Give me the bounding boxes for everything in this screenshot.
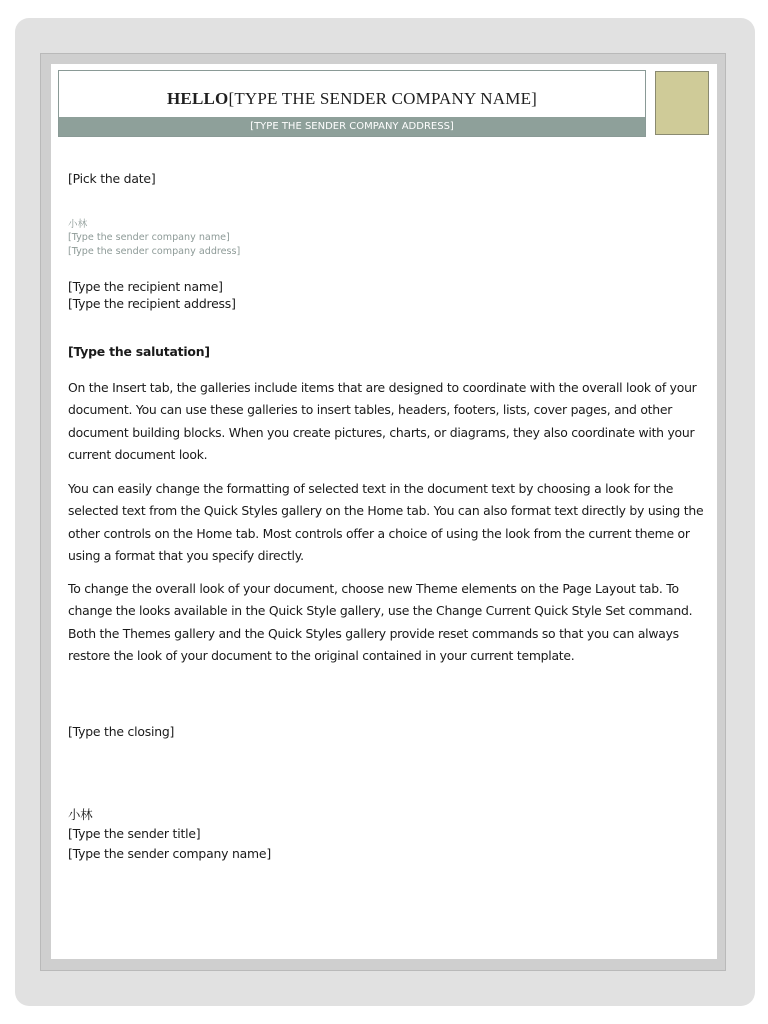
closing-placeholder[interactable]: [Type the closing]	[68, 724, 175, 739]
signature-name: 小林	[68, 807, 93, 822]
letterhead	[58, 70, 646, 137]
recipient-address-placeholder[interactable]: [Type the recipient address]	[68, 296, 236, 311]
sender-company-name-line[interactable]: [Type the sender company name]	[68, 232, 230, 243]
letter-page	[51, 64, 717, 959]
body-paragraph-2[interactable]: You can easily change the formatting of selected text in the document text by choosing a look for the selected text from the Quick Styles gallery on the Home tab. You can also format text directly by using the other controls on the Home tab. Most controls offer a choice of using the look from the current theme or using a format that you specify directly.	[68, 481, 704, 563]
logo-placeholder	[655, 71, 709, 135]
signature-company-name-placeholder[interactable]: [Type the sender company name]	[68, 846, 271, 861]
sender-company-address-placeholder[interactable]: [TYPE THE SENDER COMPANY ADDRESS]	[59, 117, 645, 136]
sender-company-name-placeholder[interactable]: [TYPE THE SENDER COMPANY NAME]	[228, 89, 538, 108]
recipient-name-placeholder[interactable]: [Type the recipient name]	[68, 279, 223, 294]
sender-company-address-line[interactable]: [Type the sender company address]	[68, 246, 241, 257]
body-paragraph-3[interactable]: To change the overall look of your document, choose new Theme elements on the Page Layout tab. To change the looks available in the Quick Style gallery, use the Change Current Quick Style Set command. Both the Themes gallery and the Quick Styles gallery provide reset commands so that you can always restore the look of your document to the original contained in your current template.	[68, 581, 693, 663]
sender-title-placeholder[interactable]: [Type the sender title]	[68, 826, 201, 841]
salutation-placeholder[interactable]: [Type the salutation]	[68, 344, 210, 359]
sender-name: 小林	[68, 219, 88, 230]
body-paragraph-1[interactable]: On the Insert tab, the galleries include items that are designed to coordinate with the overall look of your document. You can use these galleries to insert tables, headers, footers, lists, cover pages, and other document building blocks. When you create pictures, charts, or diagrams, they also coordinate with your current document look.	[68, 380, 697, 462]
letterhead-title	[59, 89, 645, 109]
hello-text: HELLO	[166, 89, 229, 108]
date-placeholder[interactable]: [Pick the date]	[68, 171, 156, 186]
